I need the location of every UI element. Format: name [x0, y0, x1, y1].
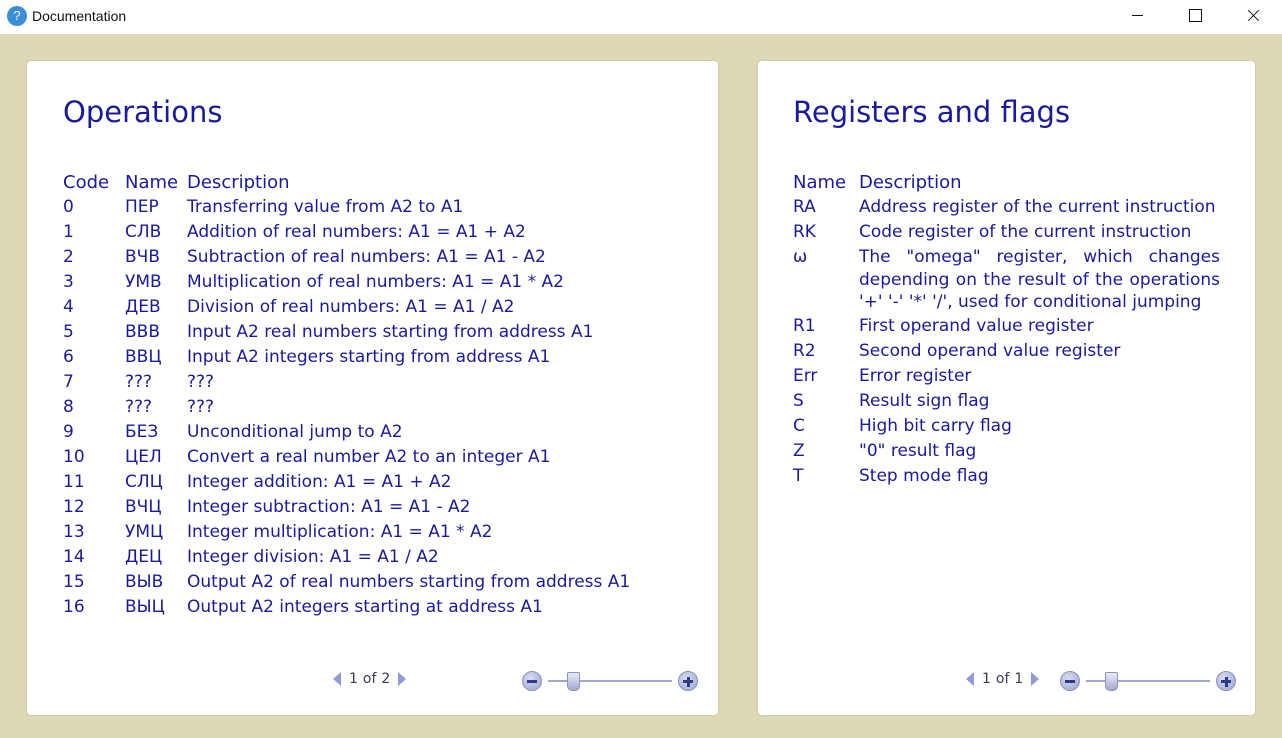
cell-name: RK — [793, 222, 816, 242]
zoom-slider-thumb[interactable] — [1105, 672, 1118, 691]
table-row — [63, 370, 630, 395]
cell-description: Integer multiplication: A1 = A1 * A2 — [187, 522, 493, 542]
cell-description: Subtraction of real numbers: A1 = A1 - A2 — [187, 247, 546, 267]
cell-description: Address register of the current instruction — [859, 197, 1216, 217]
cell-name: Z — [793, 440, 805, 461]
cell-description: Second operand value register — [859, 340, 1121, 361]
table-row — [63, 495, 630, 520]
cell-name: СЛЦ — [125, 472, 163, 492]
table-row — [793, 339, 1220, 364]
cell-description: Step mode flag — [859, 465, 989, 486]
cell-code: 14 — [63, 547, 85, 567]
cell-code: 9 — [63, 422, 74, 442]
page-title: Registers and flags — [793, 95, 1071, 129]
column-header-name: Name — [125, 172, 179, 193]
cell-description: Integer division: A1 = A1 / A2 — [187, 547, 439, 567]
previous-page-icon[interactable] — [966, 672, 974, 686]
cell-name: Err — [793, 365, 818, 386]
page-title: Operations — [63, 95, 223, 129]
zoom-control — [522, 669, 698, 693]
table-row — [63, 545, 630, 570]
next-page-icon[interactable] — [1031, 672, 1039, 686]
table-row — [793, 464, 1220, 489]
table-row — [793, 389, 1220, 414]
page-of-label: of — [995, 671, 1010, 687]
current-page: 1 — [349, 671, 358, 687]
page-navigator — [966, 671, 1039, 687]
cell-name: RA — [793, 197, 816, 217]
next-page-icon[interactable] — [398, 672, 406, 686]
table-row — [63, 270, 630, 295]
cell-code: 15 — [63, 572, 85, 592]
zoom-slider-thumb[interactable] — [567, 672, 580, 691]
table-row — [63, 395, 630, 420]
table-row — [793, 220, 1220, 245]
page-navigator — [333, 671, 406, 687]
cell-code: 4 — [63, 297, 74, 317]
table-row — [63, 320, 630, 345]
maximize-button[interactable] — [1172, 0, 1218, 32]
column-header-code: Code — [63, 172, 110, 193]
zoom-control — [1060, 669, 1236, 693]
cell-name: ДЕВ — [125, 297, 161, 317]
cell-code: 16 — [63, 597, 85, 617]
cell-description: Code register of the current instruction — [859, 222, 1192, 242]
table-row — [63, 195, 630, 220]
cell-code: 8 — [63, 397, 74, 417]
cell-name: СЛВ — [125, 222, 162, 242]
cell-name: ВЧЦ — [125, 497, 162, 517]
cell-description: ??? — [187, 397, 215, 417]
cell-name: S — [793, 390, 804, 411]
cell-description: Transferring value from A2 to A1 — [187, 197, 464, 217]
cell-description: ??? — [187, 372, 215, 392]
cell-name: T — [793, 465, 804, 486]
help-icon: ? — [7, 6, 27, 26]
cell-description: High bit carry flag — [859, 415, 1012, 436]
cell-description: The "omega" register, which changes depending on the result of the operations '+' '-' '*' '/', used for conditional jumping — [859, 247, 1220, 312]
table-row — [63, 220, 630, 245]
title-bar — [0, 0, 1282, 34]
cell-name: ВВЦ — [125, 347, 162, 367]
table-row — [793, 195, 1220, 220]
cell-code: 6 — [63, 347, 74, 367]
cell-code: 13 — [63, 522, 85, 542]
table-row — [63, 570, 630, 595]
minimize-button[interactable] — [1114, 0, 1160, 32]
cell-name: ВЫЦ — [125, 597, 165, 617]
cell-description: Unconditional jump to A2 — [187, 422, 403, 442]
column-header-description: Description — [187, 172, 290, 193]
operations-table — [63, 170, 630, 620]
table-header-row — [793, 170, 1220, 195]
cell-name: C — [793, 415, 805, 436]
cell-name: ВЧВ — [125, 247, 160, 267]
cell-name: ДЕЦ — [125, 547, 163, 567]
zoom-in-button[interactable] — [678, 671, 698, 691]
cell-description: First operand value register — [859, 315, 1094, 336]
cell-code: 10 — [63, 447, 85, 467]
cell-name: ПЕР — [125, 197, 159, 217]
zoom-in-button[interactable] — [1216, 671, 1236, 691]
column-header-description: Description — [859, 172, 962, 193]
cell-description: Integer addition: A1 = A1 + A2 — [187, 472, 452, 492]
table-row — [793, 314, 1220, 339]
table-row — [63, 470, 630, 495]
cell-description: Input A2 real numbers starting from address A1 — [187, 322, 594, 342]
table-header-row — [63, 170, 630, 195]
cell-code: 11 — [63, 472, 85, 492]
registers-page — [758, 61, 1255, 715]
cell-description: Input A2 integers starting from address A1 — [187, 347, 551, 367]
table-row — [793, 414, 1220, 439]
cell-code: 3 — [63, 272, 74, 292]
total-pages: 2 — [381, 671, 391, 687]
table-row — [63, 245, 630, 270]
cell-description: Addition of real numbers: A1 = A1 + A2 — [187, 222, 526, 242]
maximize-icon — [1189, 9, 1202, 22]
column-header-name: Name — [793, 172, 847, 193]
operations-page — [27, 61, 718, 715]
cell-code: 0 — [63, 197, 74, 217]
minus-icon — [1065, 680, 1075, 683]
cell-description: Convert a real number A2 to an integer A1 — [187, 447, 551, 467]
table-row — [793, 439, 1220, 464]
close-button[interactable] — [1230, 0, 1276, 32]
table-row — [63, 520, 630, 545]
previous-page-icon[interactable] — [333, 672, 341, 686]
minus-icon — [527, 680, 537, 683]
table-row — [63, 420, 630, 445]
cell-code: 12 — [63, 497, 85, 517]
page-of-label: of — [362, 671, 377, 687]
table-row — [793, 245, 1220, 314]
cell-name: ВВВ — [125, 322, 160, 342]
table-row — [63, 595, 630, 620]
cell-description: Output A2 integers starting at address A1 — [187, 597, 543, 617]
registers-table — [793, 170, 1220, 489]
cell-name: УМЦ — [125, 522, 164, 542]
current-page: 1 — [982, 671, 991, 687]
cell-description: "0" result flag — [859, 440, 977, 461]
cell-description: Integer subtraction: A1 = A1 - A2 — [187, 497, 471, 517]
minimize-icon — [1132, 15, 1143, 16]
table-row — [63, 345, 630, 370]
cell-name: ЦЕЛ — [125, 447, 162, 467]
cell-code: 7 — [63, 372, 74, 392]
cell-description: Multiplication of real numbers: A1 = A1 * A2 — [187, 272, 564, 292]
table-row — [793, 364, 1220, 389]
cell-name: УМВ — [125, 272, 162, 292]
cell-code: 2 — [63, 247, 74, 267]
cell-description: Error register — [859, 365, 972, 386]
total-pages: 1 — [1014, 671, 1024, 687]
cell-name: ВЫВ — [125, 572, 164, 592]
cell-description: Output A2 of real numbers starting from address A1 — [187, 572, 631, 592]
zoom-out-button[interactable] — [1060, 671, 1080, 691]
cell-name: R1 — [793, 315, 816, 336]
cell-name: ??? — [125, 397, 153, 417]
cell-code: 1 — [63, 222, 74, 242]
table-row — [63, 445, 630, 470]
cell-name: R2 — [793, 340, 816, 361]
cell-name: ??? — [125, 372, 153, 392]
cell-code: 5 — [63, 322, 74, 342]
cell-name: БЕЗ — [125, 422, 159, 442]
cell-description: Result sign flag — [859, 390, 990, 411]
table-row — [63, 295, 630, 320]
window-title: Documentation — [32, 8, 127, 24]
zoom-out-button[interactable] — [522, 671, 542, 691]
cell-name: ω — [793, 247, 808, 267]
cell-description: Division of real numbers: A1 = A1 / A2 — [187, 297, 515, 317]
